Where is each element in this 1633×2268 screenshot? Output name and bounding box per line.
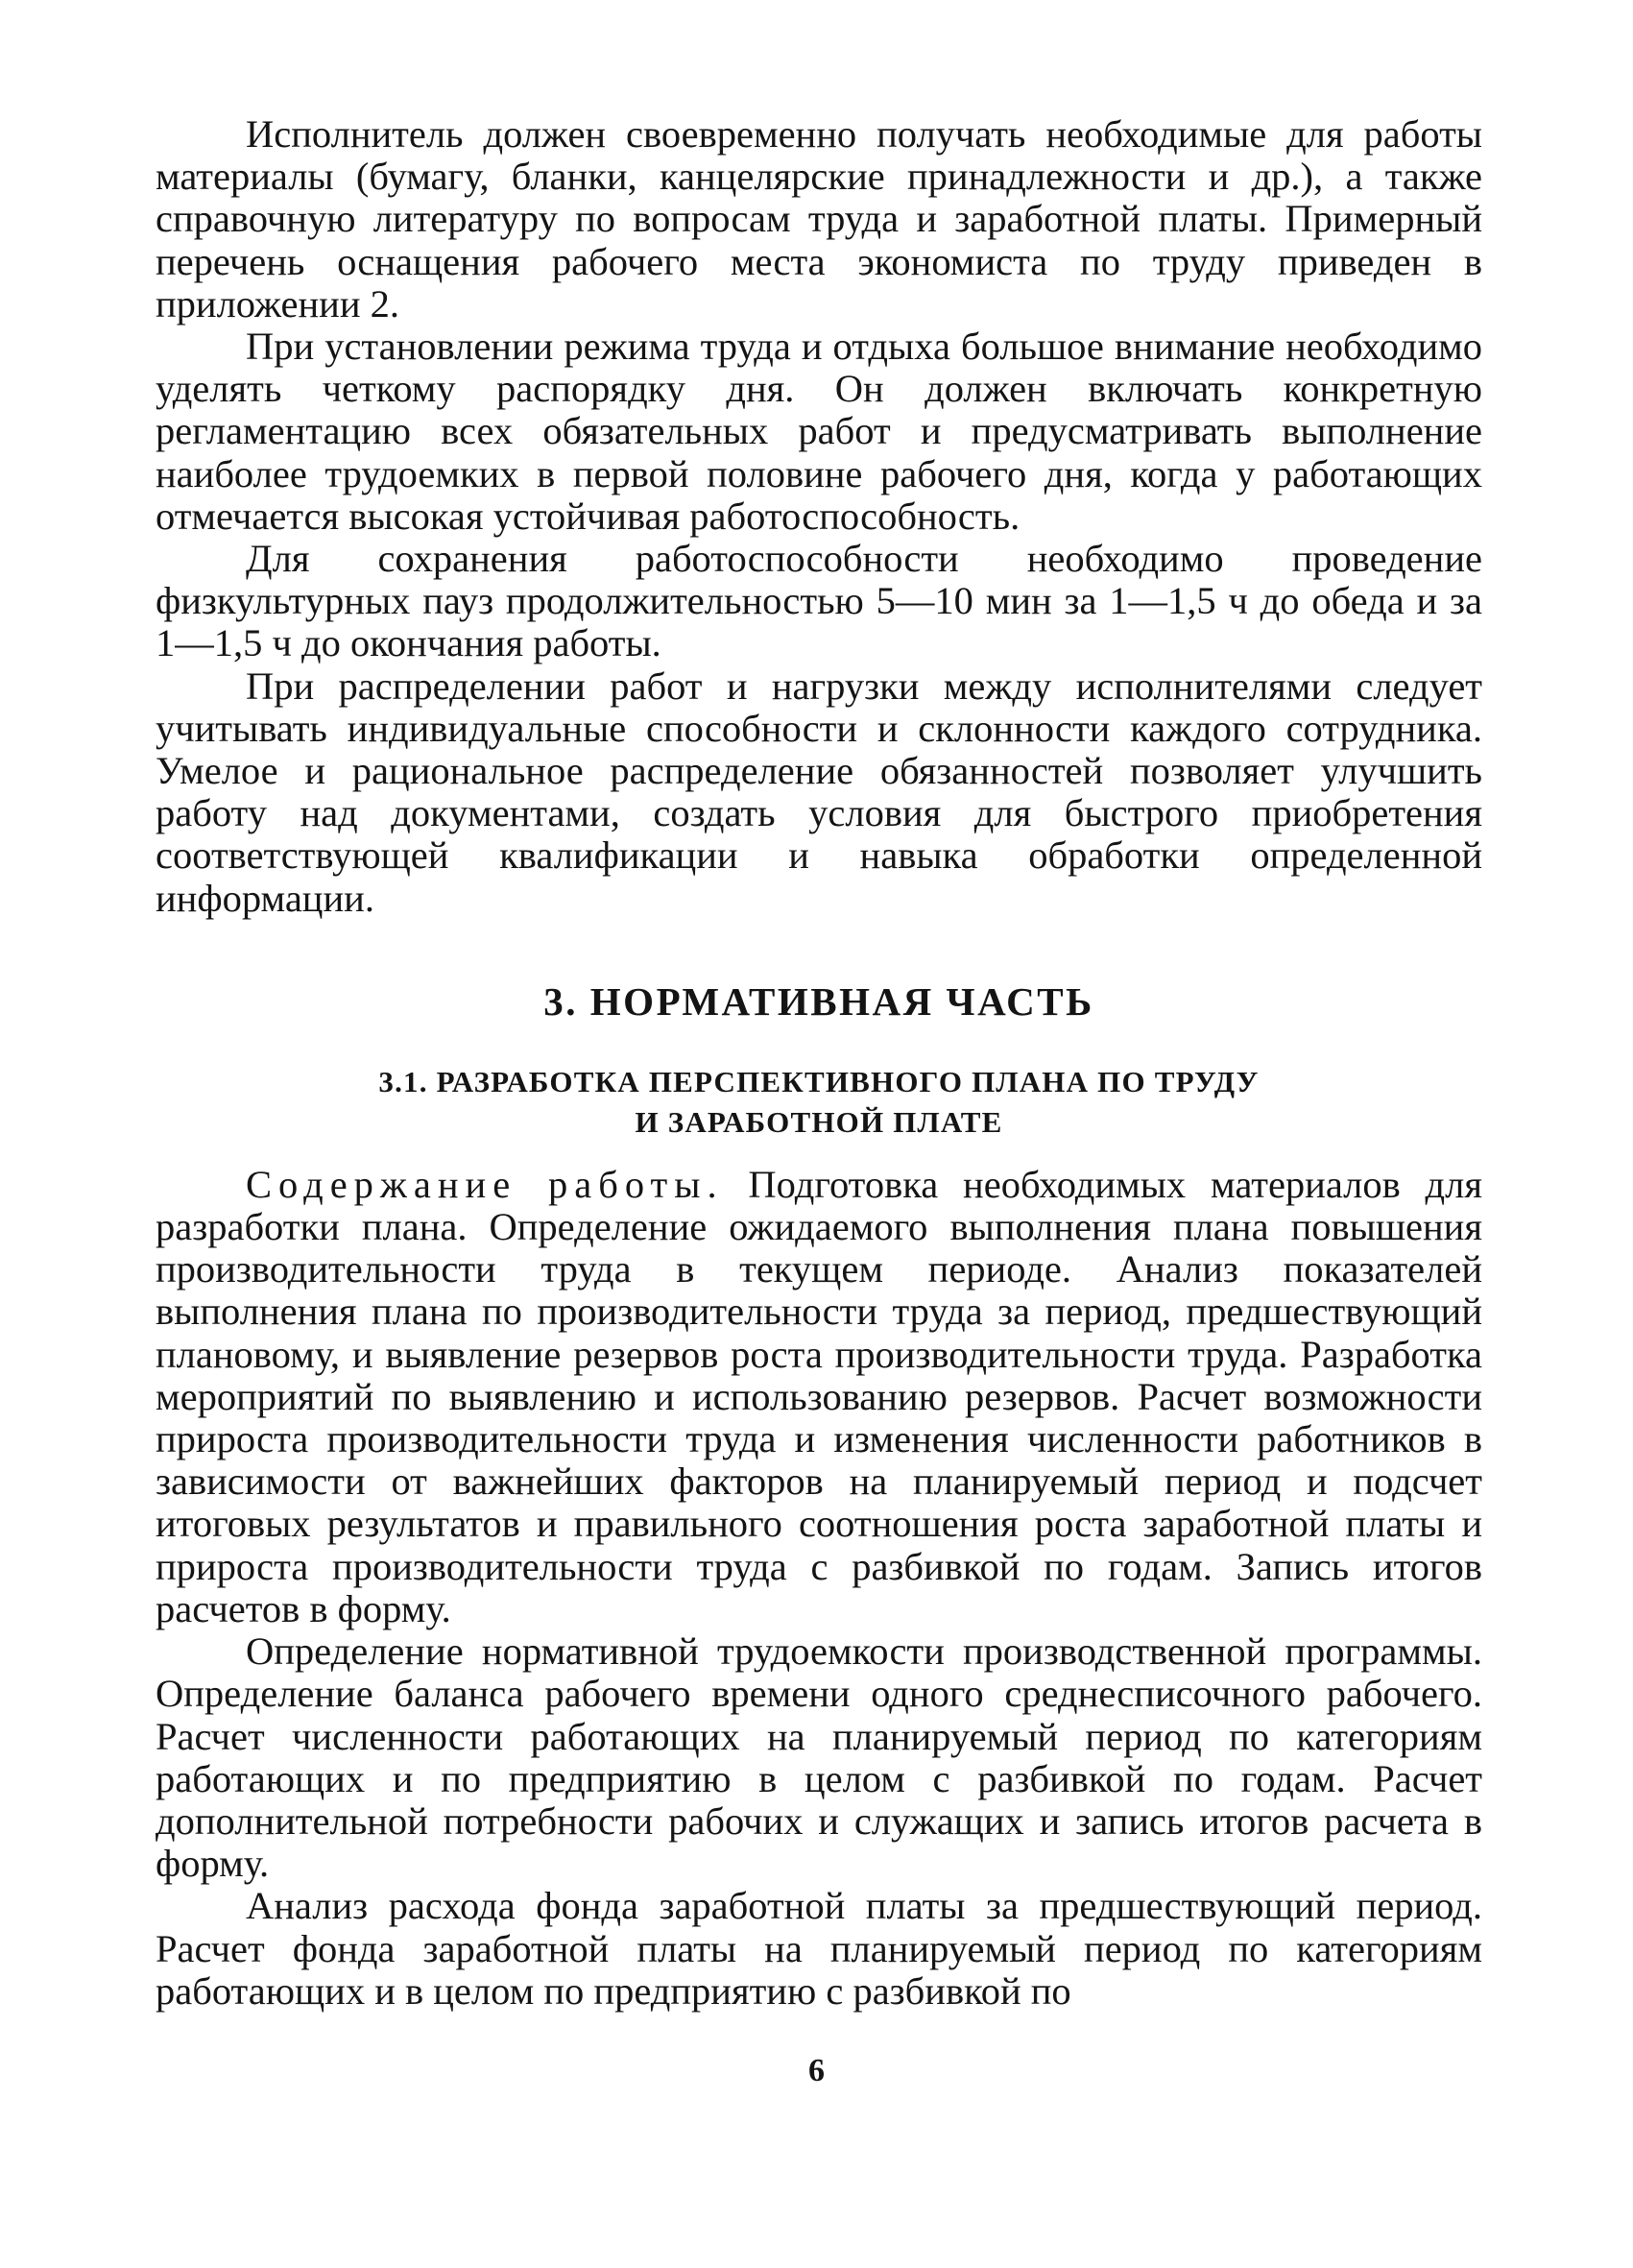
subsection-title bbox=[156, 1062, 1482, 1143]
paragraph-wage-fund: Анализ расхода фонда заработной платы за предшествующий период. Расчет фонда заработной платы на планируемый период по категориям работающих и в целом по предприятию с разбивкой по bbox=[156, 1884, 1482, 2013]
content-text: Подготовка необходимых материалов для разработки плана. Определение ожидаемого выполнения плана повышения производительности труда в текущем периоде. Анализ показателей выполнения плана по производительности труда за период, предшествующий плановому, и выявление резервов роста производительности труда. Разработка мероприятий по выявлению и использованию резервов. Расчет возможности прироста производительности труда и изменения численности работников в зависимости от важнейших факторов на планируемый период и подсчет итоговых результатов и правильного соотношения роста заработной платы и прироста производительности труда с разбивкой по годам. Запись итогов расчетов в форму. bbox=[156, 1162, 1483, 1630]
paragraph-labor-intensity: Определение нормативной трудоемкости производственной программы. Определение баланса рабочего времени одного среднесписочного рабочего. Расчет численности работающих на планируемый период по категориям работающих и по предприятию в целом с разбивкой по годам. Расчет дополнительной потребности рабочих и служащих и запись итогов расчета в форму. bbox=[156, 1629, 1482, 1886]
document-page bbox=[156, 113, 1482, 2013]
paragraph-work-regime: При установлении режима труда и отдыха большое внимание необходимо уделять четкому распорядку дня. Он должен включать конкретную регламентацию всех обязательных работ и предусматривать выполнение наиболее трудоемких в первой половине рабочего дня, когда у работающих отмечается высокая устойчивая работоспособность. bbox=[156, 325, 1482, 538]
paragraph-exercise-breaks: Для сохранения работоспособности необходимо проведение физкультурных пауз продолжительностью 5—10 мин за 1—1,5 ч до обеда и за 1—1,5 ч до окончания работы. bbox=[156, 537, 1482, 665]
paragraph-work-distribution: При распределении работ и нагрузки между исполнителями следует учитывать индивидуальные способности и склонности каждого сотрудника. Умелое и рациональное распределение обязанностей позволяет улучшить работу над документами, создать условия для быстрого приобретения соответствующей квалификации и навыка обработки определенной информации. bbox=[156, 664, 1482, 920]
paragraph-materials: Исполнитель должен своевременно получать необходимые для работы материалы (бумагу, бланки, канцелярские принадлежности и др.), а также справочную литературу по вопросам труда и заработной платы. Примерный перечень оснащения рабочего места экономиста по труду приведен в приложении 2. bbox=[156, 112, 1482, 326]
paragraph-work-content bbox=[156, 1164, 1482, 1630]
section-title: 3. НОРМАТИВНАЯ ЧАСТЬ bbox=[543, 978, 1094, 1024]
page-number: 6 bbox=[808, 2053, 825, 2088]
subsection-title-line-1: 3.1. РАЗРАБОТКА ПЕРСПЕКТИВНОГО ПЛАНА ПО ТРУДУ bbox=[378, 1064, 1260, 1098]
subsection-title-line-2: И ЗАРАБОТНОЙ ПЛАТЕ bbox=[635, 1104, 1003, 1139]
content-label: Содержание работы. bbox=[246, 1162, 724, 1206]
